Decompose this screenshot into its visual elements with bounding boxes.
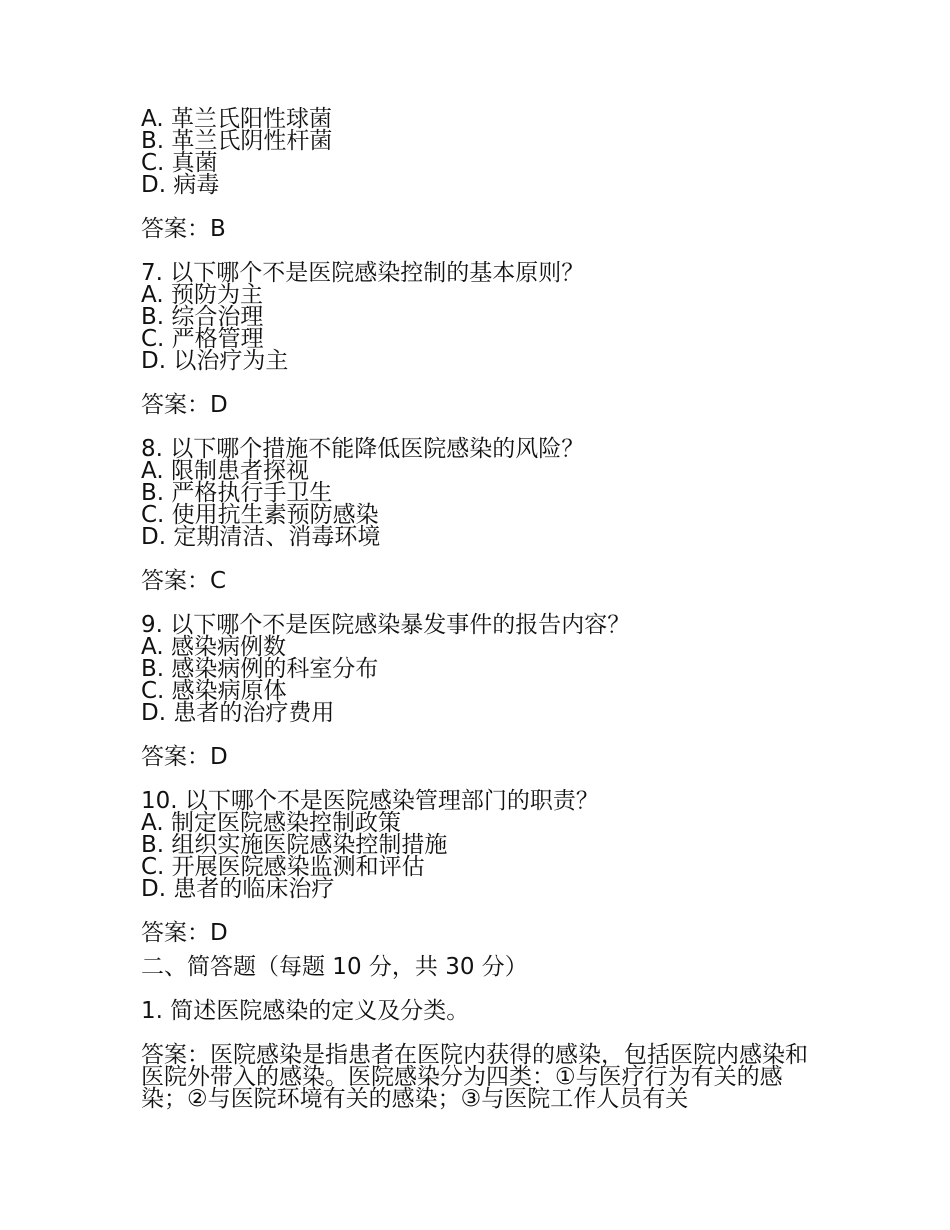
q9-option-d: D. 患者的治疗费用: [141, 700, 335, 726]
q7-option-c: C. 严格管理: [141, 326, 264, 352]
section-heading: 二、简答题（每题 10 分，共 30 分）: [141, 954, 528, 980]
q8-answer: 答案：C: [141, 568, 227, 594]
q9-option-c: C. 感染病原体: [141, 678, 287, 704]
q10-option-d: D. 患者的临床治疗: [141, 876, 335, 902]
q7-question: 7. 以下哪个不是医院感染控制的基本原则？: [141, 260, 585, 286]
q9-answer: 答案：D: [141, 744, 228, 770]
q8-option-a: A. 限制患者探视: [141, 458, 309, 484]
q10-option-c: C. 开展医院感染监测和评估: [141, 854, 425, 880]
q6-answer: 答案：B: [141, 216, 226, 242]
q10-question: 10. 以下哪个不是医院感染管理部门的职责？: [141, 788, 599, 814]
q10-option-b: B. 组织实施医院感染控制措施: [141, 832, 448, 858]
q8-question: 8. 以下哪个措施不能降低医院感染的风险？: [141, 436, 585, 462]
q6-option-c: C. 真菌: [141, 150, 218, 176]
q9-option-a: A. 感染病例数: [141, 634, 286, 660]
q6-option-a: A. 革兰氏阳性球菌: [141, 106, 332, 132]
q7-option-a: A. 预防为主: [141, 282, 263, 308]
q10-option-a: A. 制定医院感染控制政策: [141, 810, 401, 836]
q8-option-d: D. 定期清洁、消毒环境: [141, 524, 381, 550]
q9-option-b: B. 感染病例的科室分布: [141, 656, 379, 682]
short-answer-1-answer: 答案：医院感染是指患者在医院内获得的感染，包括医院内感染和医院外带入的感染。医院感染分为四类：①与医疗行为有关的感染；②与医院环境有关的感染；③与医院工作人员有关: [141, 1042, 808, 1112]
q6-option-b: B. 革兰氏阴性杆菌: [141, 128, 333, 154]
q9-question: 9. 以下哪个不是医院感染暴发事件的报告内容？: [141, 612, 631, 638]
q6-option-d: D. 病毒: [141, 172, 220, 198]
document-page: [141, 108, 821, 1110]
short-answer-1-question: 1. 简述医院感染的定义及分类。: [141, 998, 470, 1024]
q7-answer: 答案：D: [141, 392, 228, 418]
q7-option-b: B. 综合治理: [141, 304, 264, 330]
q8-option-b: B. 严格执行手卫生: [141, 480, 333, 506]
q10-answer: 答案：D: [141, 920, 228, 946]
q8-option-c: C. 使用抗生素预防感染: [141, 502, 379, 528]
q7-option-d: D. 以治疗为主: [141, 348, 289, 374]
